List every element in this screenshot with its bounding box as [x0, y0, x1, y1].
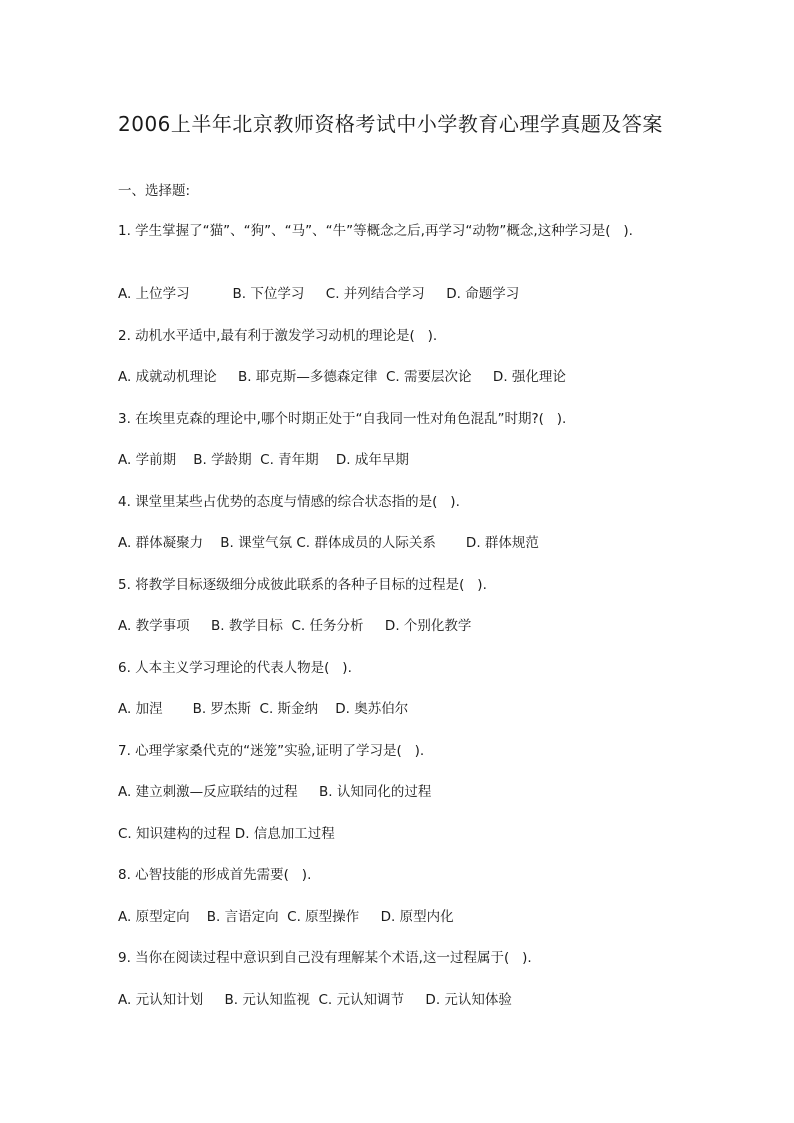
question-7-options-line-2: C. 知识建构的过程 D. 信息加工过程 — [118, 826, 335, 842]
question-4-stem: 4. 课堂里某些占优势的态度与情感的综合状态指的是( ). — [118, 494, 460, 510]
question-2-options: A. 成就动机理论 B. 耶克斯—多德森定律 C. 需要层次论 D. 强化理论 — [118, 369, 566, 385]
question-9-stem: 9. 当你在阅读过程中意识到自己没有理解某个术语,这一过程属于( ). — [118, 950, 532, 966]
question-6-options: A. 加涅 B. 罗杰斯 C. 斯金纳 D. 奥苏伯尔 — [118, 701, 409, 717]
question-6-stem: 6. 人本主义学习理论的代表人物是( ). — [118, 660, 352, 676]
question-8-stem: 8. 心智技能的形成首先需要( ). — [118, 867, 312, 883]
page-title: 2006上半年北京教师资格考试中小学教育心理学真题及答案 — [118, 112, 663, 136]
section-heading: 一、选择题: — [118, 183, 191, 199]
question-9-options: A. 元认知计划 B. 元认知监视 C. 元认知调节 D. 元认知体验 — [118, 992, 512, 1008]
question-5-options: A. 教学事项 B. 教学目标 C. 任务分析 D. 个别化教学 — [118, 618, 472, 634]
question-2-stem: 2. 动机水平适中,最有利于激发学习动机的理论是( ). — [118, 328, 438, 344]
question-5-stem: 5. 将教学目标逐级细分成彼此联系的各种子目标的过程是( ). — [118, 577, 487, 593]
question-7-options-line-1: A. 建立刺激—反应联结的过程 B. 认知同化的过程 — [118, 784, 432, 800]
question-3-stem: 3. 在埃里克森的理论中,哪个时期正处于“自我同一性对角色混乱”时期?( ). — [118, 411, 567, 427]
question-8-options: A. 原型定向 B. 言语定向 C. 原型操作 D. 原型内化 — [118, 909, 454, 925]
question-7-stem: 7. 心理学家桑代克的“迷笼”实验,证明了学习是( ). — [118, 743, 425, 759]
question-3-options: A. 学前期 B. 学龄期 C. 青年期 D. 成年早期 — [118, 452, 409, 468]
question-1-stem: 1. 学生掌握了“猫”、“狗”、“马”、“牛”等概念之后,再学习“动物”概念,这种学习是( ). — [118, 223, 633, 239]
question-4-options: A. 群体凝聚力 B. 课堂气氛 C. 群体成员的人际关系 D. 群体规范 — [118, 535, 539, 551]
question-1-options: A. 上位学习 B. 下位学习 C. 并列结合学习 D. 命题学习 — [118, 286, 520, 302]
